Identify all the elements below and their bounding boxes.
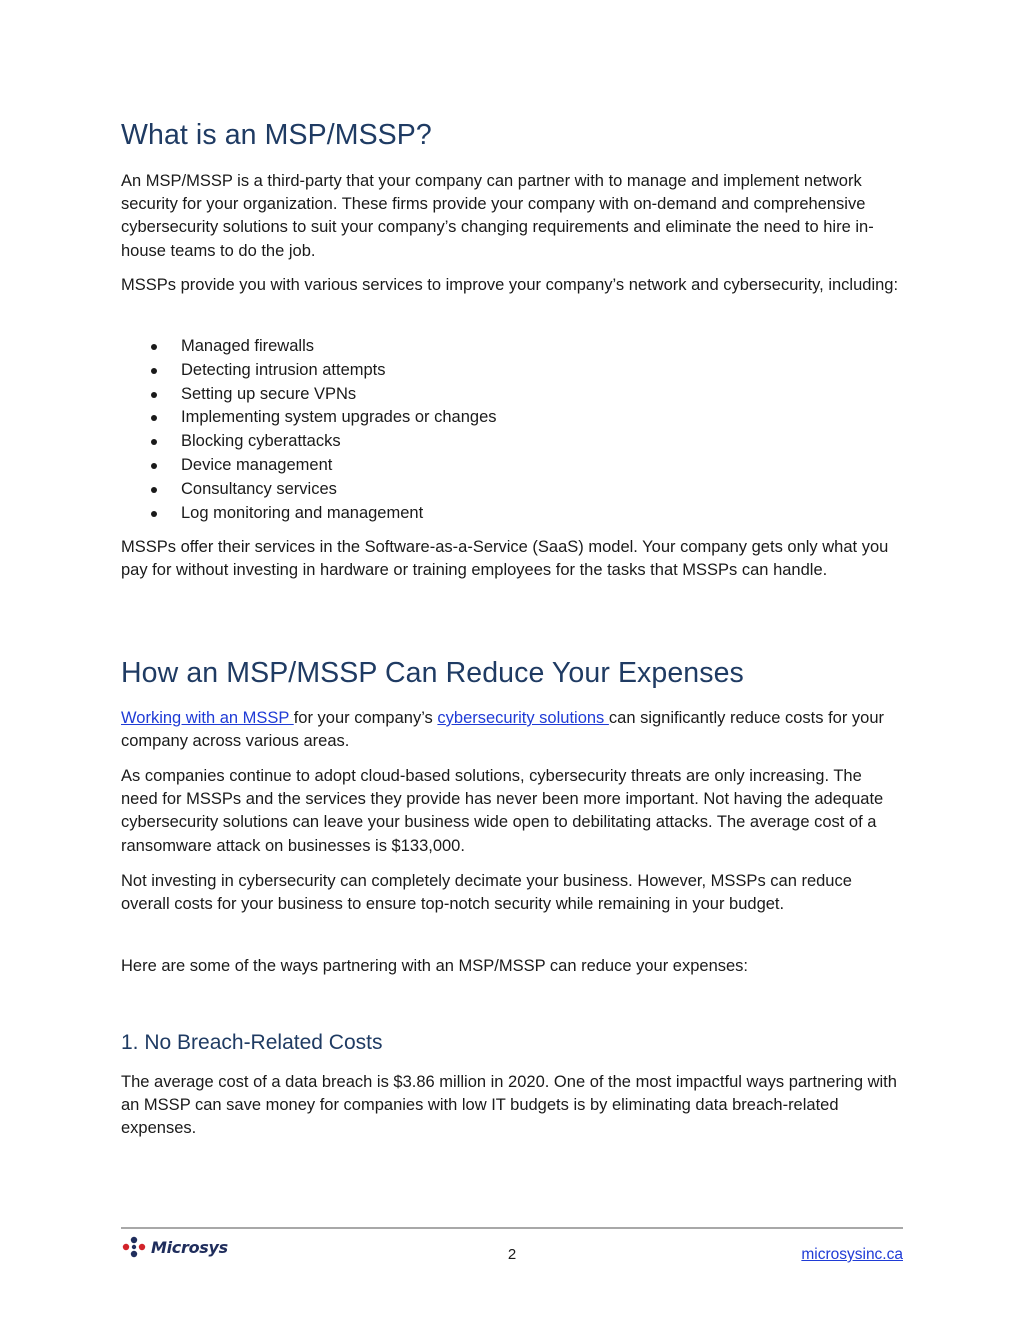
- website-link[interactable]: microsysinc.ca: [801, 1246, 903, 1263]
- list-item: Device management: [121, 454, 497, 478]
- paragraph-breach-costs: The average cost of a data breach is $3.86 million in 2020. One of the most impactful ways partnering with an MSSP can save money for companies with low IT budgets is by eliminating data breach-related expenses.: [121, 1073, 897, 1138]
- paragraph-mssp-services: MSSPs provide you with various services to improve your company’s network and cybersecurity, including:: [121, 276, 899, 294]
- list-item: Implementing system upgrades or changes: [121, 406, 497, 430]
- paragraph-saas-model: MSSPs offer their services in the Software-as-a-Service (SaaS) model. Your company gets only what you pay for without investing in hardware or training employees for the tasks that MSSPs can handle.: [121, 538, 889, 580]
- list-item: Log monitoring and management: [121, 502, 497, 526]
- paragraph-ways-intro: Here are some of the ways partnering with an MSP/MSSP can reduce your expenses:: [121, 957, 749, 975]
- page-number: 2: [507, 1246, 517, 1263]
- heading-reduce-expenses: How an MSP/MSSP Can Reduce Your Expenses: [121, 657, 744, 689]
- list-item: Managed firewalls: [121, 335, 497, 359]
- paragraph-reduce-intro: Working with an MSSP for your company’s cybersecurity solutions can significantly reduce costs for your company across various areas.: [121, 709, 885, 751]
- paragraph-not-investing: Not investing in cybersecurity can completely decimate your business. However, MSSPs can reduce overall costs for your business to ensure top-notch security while remaining in your budget.: [121, 872, 852, 914]
- services-list: [121, 335, 497, 525]
- working-with-mssp-link[interactable]: Working with an MSSP: [121, 709, 294, 727]
- heading-what-is-mssp: What is an MSP/MSSP?: [121, 119, 432, 151]
- list-item: Blocking cyberattacks: [121, 430, 497, 454]
- bullet-icon: [151, 344, 157, 350]
- bullet-icon: [151, 368, 157, 374]
- cybersecurity-solutions-link[interactable]: cybersecurity solutions: [437, 709, 609, 727]
- list-item: Consultancy services: [121, 478, 497, 502]
- bullet-icon: [151, 392, 157, 398]
- list-item: Detecting intrusion attempts: [121, 359, 497, 383]
- footer-divider: [121, 1227, 903, 1229]
- paragraph-mssp-definition: An MSP/MSSP is a third-party that your company can partner with to manage and implement network security for your organization. These firms provide your company with on-demand and comprehensive cybersecurity solutions to suit your company’s changing requirements and eliminate the need to hire in-house teams to do the job.: [121, 172, 874, 260]
- bullet-icon: [151, 439, 157, 445]
- heading-no-breach-costs: 1. No Breach-Related Costs: [121, 1031, 383, 1054]
- bullet-icon: [151, 463, 157, 469]
- list-item: Setting up secure VPNs: [121, 383, 497, 407]
- logo-wordmark: Microsys: [151, 1237, 228, 1257]
- bullet-icon: [151, 415, 157, 421]
- bullet-icon: [151, 487, 157, 493]
- paragraph-cloud-threats: As companies continue to adopt cloud-based solutions, cybersecurity threats are only increasing. The need for MSSPs and the services they provide has never been more important. Not having the adequate cybersecurity solutions can leave your business wide open to debilitating attacks. The average cost of a ransomware attack on businesses is $133,000.: [121, 767, 884, 855]
- bullet-icon: [151, 511, 157, 517]
